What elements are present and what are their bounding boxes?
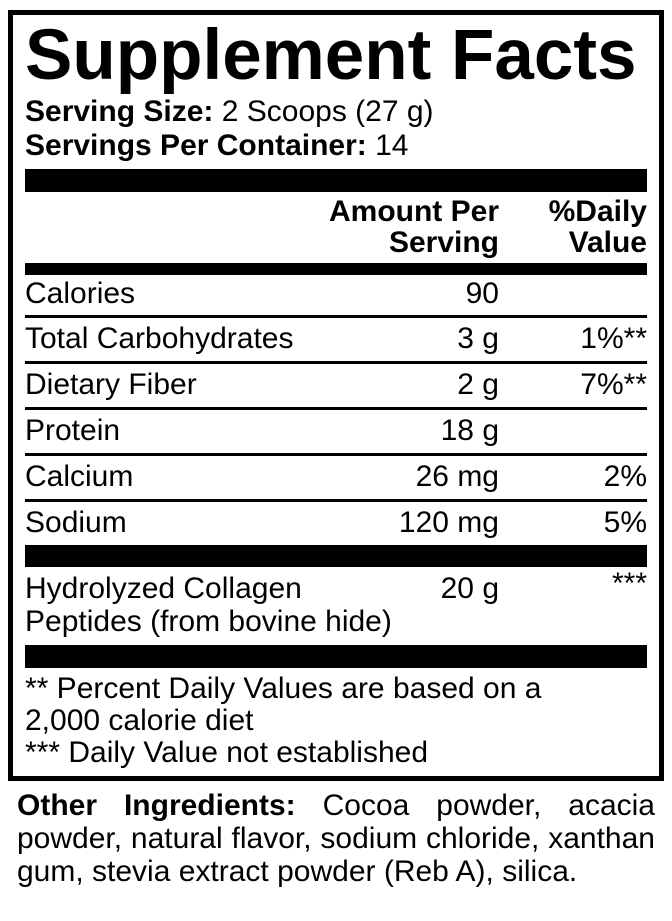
nutrient-amount: 2 g — [457, 368, 499, 401]
nutrient-daily-value: 1%** — [580, 322, 647, 355]
nutrient-table — [25, 275, 647, 545]
serving-size-value: 2 Scoops (27 g) — [221, 95, 434, 128]
servings-per-container-row — [25, 129, 647, 163]
heavy-rule-mid — [25, 545, 647, 567]
nutrient-amount: 120 mg — [398, 506, 499, 539]
amount-per-serving-header: Amount Per Serving — [328, 195, 499, 259]
nutrient-name: Dietary Fiber — [25, 368, 197, 401]
table-row-dietary-fiber — [25, 361, 647, 407]
heavy-rule-bottom — [25, 645, 647, 668]
nutrient-amount: 90 — [465, 277, 499, 310]
table-row-total-carbohydrates — [25, 315, 647, 361]
servings-per-container-label: Servings Per Container: — [25, 129, 367, 162]
table-row-calories — [25, 275, 647, 315]
table-row-hydrolyzed-collagen — [25, 567, 647, 645]
servings-per-container-value: 14 — [375, 129, 409, 162]
serving-size-row — [25, 95, 647, 129]
nutrient-amount: 3 g — [457, 322, 499, 355]
supplement-label-page — [0, 10, 672, 921]
heavy-rule-top — [25, 169, 647, 192]
nutrient-name: Calories — [25, 277, 136, 310]
serving-info — [25, 95, 647, 163]
other-ingredients-text: Cocoa powder, acacia powder, natural flavor, sodium chloride, xanthan gum, stevia extract powder (Reb A), silica. — [17, 789, 655, 888]
table-row-protein — [25, 407, 647, 453]
nutrient-name: Total Carbohydrates — [25, 322, 294, 355]
nutrient-amount: 18 g — [440, 414, 499, 447]
panel-title: Supplement Facts — [25, 16, 637, 95]
nutrient-amount: 26 mg — [415, 460, 499, 493]
daily-value-header: %Daily Value — [548, 195, 647, 259]
supplement-facts-panel — [8, 10, 664, 781]
nutrient-name: Calcium — [25, 460, 134, 493]
footnote-daily-value-basis: ** Percent Daily Values are based on a 2,000 calorie diet — [25, 672, 542, 737]
table-row-calcium — [25, 453, 647, 499]
nutrient-daily-value: 5% — [603, 506, 647, 539]
medium-rule — [25, 263, 647, 275]
footnotes — [25, 668, 647, 776]
column-header-row — [25, 192, 647, 263]
nutrient-daily-value: *** — [611, 567, 647, 600]
nutrient-name: Hydrolyzed Collagen Peptides (from bovine hide) — [25, 572, 392, 638]
other-ingredients-label: Other Ingredients: — [17, 789, 296, 822]
table-row-sodium — [25, 499, 647, 545]
nutrient-name: Protein — [25, 414, 121, 447]
footnote-daily-value-not-established: *** Daily Value not established — [25, 736, 429, 769]
serving-size-label: Serving Size: — [25, 95, 214, 128]
nutrient-amount: 20 g — [440, 572, 499, 605]
nutrient-name: Sodium — [25, 506, 127, 539]
nutrient-daily-value: 7%** — [580, 368, 647, 401]
other-ingredients-section — [8, 789, 664, 888]
nutrient-daily-value: 2% — [603, 460, 647, 493]
